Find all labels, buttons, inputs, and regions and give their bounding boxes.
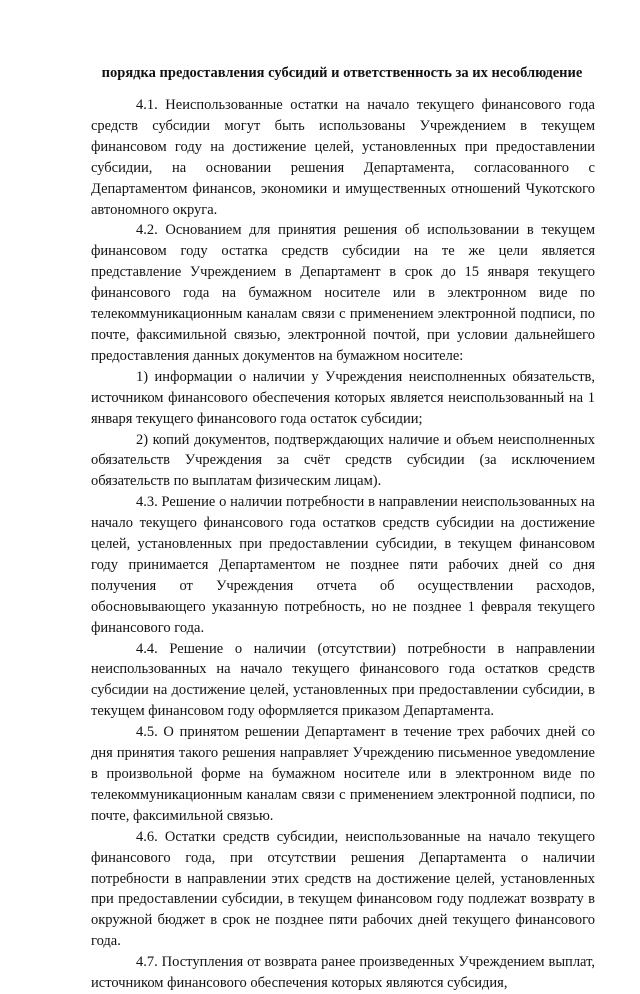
- paragraph-4-2: 4.2. Основанием для принятия решения об использовании в текущем финансовом году остатка средств субсидии на те же цели является представление Учреждением в Департамент в срок до 15 января текущего финансового года на бумажном носителе или в электронном виде по телекоммуникационным каналам связи с применением электронной подписи, по почте, факсимильной связью, электронной почтой, при условии дальнейшего предоставления данных документов на бумажном носителе:: [91, 222, 595, 364]
- paragraph-4-2-item-1: 1) информации о наличии у Учреждения неисполненных обязательств, источником финансового обеспечения которых является неиспользованный на 1 января текущего финансового года остаток субсидии;: [91, 368, 595, 427]
- document-body: [91, 95, 595, 994]
- paragraph-4-4: 4.4. Решение о наличии (отсутствии) потребности в направлении неиспользованных на начало текущего финансового года остатков средств субсидии на достижение целей, установленных при предоставлении субсидии, в текущем финансовом году оформляется приказом Департамента.: [91, 640, 595, 720]
- section-heading: порядка предоставления субсидий и ответственность за их несоблюдение: [101, 65, 583, 81]
- paragraph-4-5: 4.5. О принятом решении Департамент в течение трех рабочих дней со дня принятия такого решения направляет Учреждению письменное уведомление в произвольной форме на бумажном носителе или в электронном виде по телекоммуникационным каналам связи с применением электронной подписи, по почте, факсимильной связью.: [91, 724, 595, 824]
- paragraph-4-7: 4.7. Поступления от возврата ранее произведенных Учреждением выплат, источником финансового обеспечения которых являются субсидия,: [91, 954, 595, 992]
- paragraph-4-6: 4.6. Остатки средств субсидии, неиспользованные на начало текущего финансового года, при отсутствии решения Департамента о наличии потребности в направлении этих средств на достижение целей, установленных при предоставлении субсидии, в текущем финансовом году подлежат возврату в окружной бюджет в срок не позднее пяти рабочих дней текущего финансового года.: [91, 828, 595, 950]
- paragraph-4-2-item-2: 2) копий документов, подтверждающих наличие и объем неисполненных обязательств Учреждения за счёт средств субсидии (за исключением обязательств по выплатам физическим лицам).: [91, 431, 595, 490]
- paragraph-4-1: 4.1. Неиспользованные остатки на начало текущего финансового года средств субсидии могут быть использованы Учреждением в текущем финансовом году на достижение целей, установленных при предоставлении субсидии, на основании решения Департамента, согласованного с Департаментом финансов, экономики и имущественных отношений Чукотского автономного округа.: [91, 97, 595, 218]
- paragraph-4-3: 4.3. Решение о наличии потребности в направлении неиспользованных на начало текущего финансового года остатков средств субсидии на достижение целей, установленных при предоставлении субсидии, в текущем финансовом году принимается Департаментом не позднее пяти рабочих дней со дня получения от Учреждения отчета об осуществлении расходов, обосновывающего указанную потребность, но не позднее 1 февраля текущего финансового года.: [91, 494, 595, 636]
